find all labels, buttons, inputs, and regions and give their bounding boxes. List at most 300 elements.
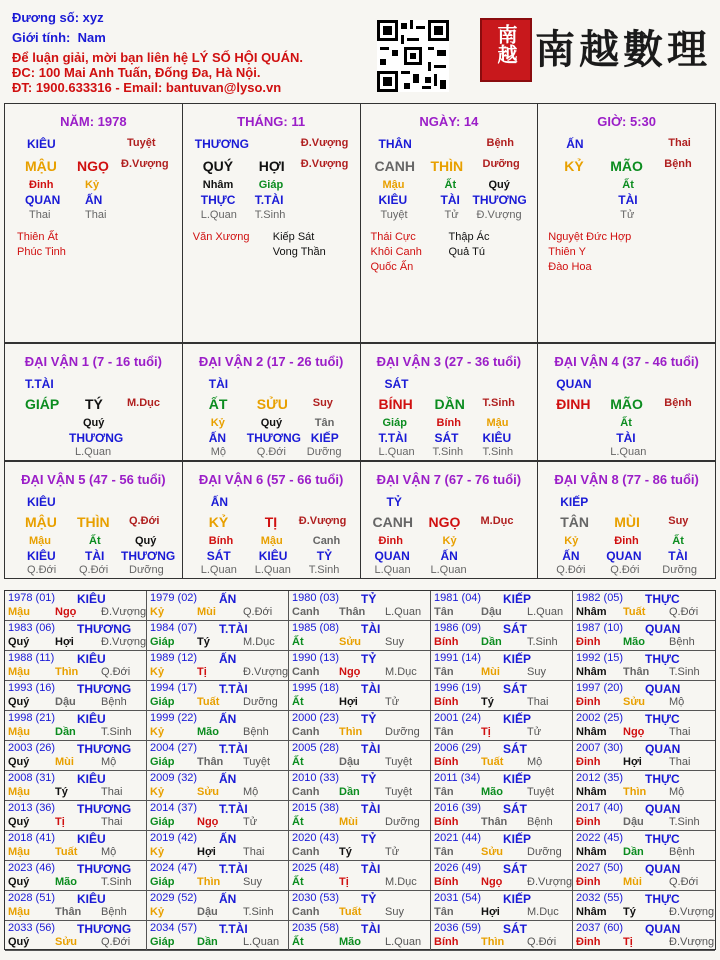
year-can: Nhâm — [576, 606, 607, 618]
year-can: Ất — [292, 876, 304, 888]
year-status: Tuyệt — [243, 756, 271, 768]
year-label: 2030 (53) — [292, 892, 340, 904]
year-chi: Tý — [197, 636, 210, 648]
year-label: 2015 (38) — [292, 802, 340, 814]
year-chi: Tị — [623, 936, 633, 948]
hidden-status: Thai — [29, 209, 51, 221]
hidden-star: QUAN — [25, 193, 61, 207]
year-can: Quý — [8, 756, 30, 768]
year-star: QUAN — [645, 922, 681, 936]
year-cell[interactable] — [289, 681, 431, 711]
year-can: Mậu — [8, 846, 30, 858]
dai-van-chi: MÃO — [610, 396, 643, 412]
dai-van-status: Q.Đới — [129, 515, 160, 527]
year-cell[interactable] — [147, 861, 289, 891]
year-label: 2009 (32) — [150, 772, 198, 784]
hidden-star: THƯƠNG — [246, 431, 301, 445]
year-chi: Mão — [481, 786, 503, 798]
year-status: Tử — [527, 726, 542, 738]
pillar-top-star: THÂN — [378, 137, 412, 151]
year-chi: Tuất — [197, 696, 220, 708]
year-status: Q.Đới — [101, 936, 131, 948]
year-star: ẤN — [219, 592, 237, 606]
year-label: 1995 (18) — [292, 682, 340, 694]
dai-van-title: ĐẠI VẬN 7 (67 - 76 tuổi) — [376, 472, 522, 487]
year-can: Ất — [292, 816, 304, 828]
dai-van-cell[interactable] — [538, 462, 715, 578]
year-cell[interactable] — [5, 891, 147, 921]
year-status: Suy — [243, 876, 262, 888]
hidden-status: Tử — [620, 209, 635, 221]
year-cell[interactable] — [147, 771, 289, 801]
year-cell[interactable] — [573, 591, 715, 621]
year-status: Q.Đới — [527, 936, 557, 948]
pillar-chi-status: Dưỡng — [482, 158, 520, 170]
pillar-chi-status: Đ.Vượng — [300, 158, 349, 170]
hidden-can: Đinh — [378, 535, 403, 547]
year-cell[interactable] — [147, 621, 289, 651]
dai-van-cell[interactable] — [5, 344, 183, 460]
year-chi: Dậu — [55, 696, 76, 708]
dai-van-title: ĐẠI VẬN 8 (77 - 86 tuổi) — [554, 472, 699, 487]
year-cell[interactable] — [431, 831, 573, 861]
year-label: 2034 (57) — [150, 922, 198, 934]
year-can: Bính — [434, 636, 459, 648]
year-chi: Sửu — [481, 846, 504, 858]
year-chi: Hợi — [55, 636, 74, 648]
year-status: Q.Đới — [101, 666, 131, 678]
year-cell[interactable] — [431, 921, 573, 951]
year-cell[interactable] — [289, 861, 431, 891]
year-status: Q.Đới — [669, 876, 699, 888]
year-chi: Dậu — [623, 816, 644, 828]
year-chi: Ngọ — [197, 816, 219, 828]
year-status: Bệnh — [669, 846, 695, 858]
year-can: Kỷ — [150, 606, 165, 618]
year-can: Bính — [434, 816, 459, 828]
dai-van-row-1 — [4, 343, 716, 461]
hidden-can: Đinh — [614, 535, 639, 547]
dai-van-cell[interactable] — [538, 344, 715, 460]
year-cell[interactable] — [573, 741, 715, 771]
year-can: Đinh — [576, 816, 601, 828]
year-can: Tân — [434, 906, 454, 918]
year-cell[interactable] — [573, 861, 715, 891]
year-cell[interactable] — [431, 861, 573, 891]
year-cell[interactable] — [147, 831, 289, 861]
hidden-can: Kỷ — [564, 535, 579, 547]
year-status: Tuyệt — [385, 786, 413, 798]
year-status: Mộ — [101, 756, 117, 768]
year-cell[interactable] — [147, 681, 289, 711]
year-can: Kỷ — [150, 666, 165, 678]
year-can: Mậu — [8, 606, 30, 618]
year-cell[interactable] — [289, 711, 431, 741]
year-star: TÀI — [361, 862, 381, 876]
year-label: 2022 (45) — [576, 832, 624, 844]
year-status: Suy — [385, 906, 404, 918]
year-star: KIẾP — [503, 772, 532, 786]
hidden-can: Giáp — [258, 179, 284, 191]
hidden-can: Canh — [312, 535, 341, 547]
dai-van-can: KỶ — [208, 514, 229, 530]
year-star: THƯƠNG — [77, 622, 132, 636]
hidden-can: Giáp — [382, 417, 407, 429]
dai-van-title: ĐẠI VẬN 4 (37 - 46 tuổi) — [554, 354, 699, 369]
year-star: SÁT — [503, 622, 527, 636]
year-star: THỰC — [645, 652, 680, 666]
year-cell[interactable] — [5, 591, 147, 621]
year-status: Thai — [527, 696, 549, 708]
year-chi: Dần — [55, 726, 76, 738]
year-cell[interactable] — [573, 801, 715, 831]
dai-van-can: MẬU — [25, 514, 57, 530]
year-status: Thai — [669, 756, 691, 768]
year-cell[interactable] — [5, 681, 147, 711]
year-star: T.TÀI — [219, 862, 248, 876]
year-chi: Hợi — [339, 696, 358, 708]
year-label: 2035 (58) — [292, 922, 340, 934]
dai-van-cell[interactable] — [361, 462, 539, 578]
year-status: Dưỡng — [243, 696, 278, 708]
year-star: KIÊU — [77, 892, 106, 906]
year-label: 1993 (16) — [8, 682, 56, 694]
pillar-top-status: Tuyệt — [127, 137, 156, 149]
year-chi: Tị — [339, 876, 349, 888]
year-can: Tân — [434, 846, 454, 858]
year-can: Canh — [292, 846, 320, 858]
year-chi: Thân — [481, 816, 508, 828]
year-label: 2006 (29) — [434, 742, 482, 754]
year-cell[interactable] — [431, 891, 573, 921]
year-chi: Mão — [339, 936, 361, 948]
year-label: 1980 (03) — [292, 592, 340, 604]
year-chi: Hợi — [481, 906, 500, 918]
hidden-star: TÀI — [668, 549, 688, 563]
year-label: 2032 (55) — [576, 892, 624, 904]
year-can: Mậu — [8, 906, 30, 918]
year-cell[interactable] — [289, 831, 431, 861]
year-can: Bính — [434, 876, 459, 888]
hidden-status: Q.Đới — [556, 564, 586, 576]
year-cell[interactable] — [431, 741, 573, 771]
year-can: Canh — [292, 726, 320, 738]
year-chi: Mão — [55, 876, 77, 888]
dai-van-chi: TÝ — [85, 396, 103, 412]
year-status: L.Quan — [243, 936, 280, 948]
hidden-status: L.Quan — [200, 564, 237, 576]
year-chi: Tuất — [339, 906, 362, 918]
pillar-chi-status: Đ.Vượng — [121, 158, 169, 170]
year-cell[interactable] — [147, 591, 289, 621]
year-can: Nhâm — [576, 786, 607, 798]
dai-van-title: ĐẠI VẬN 3 (27 - 36 tuổi) — [376, 354, 522, 369]
year-can: Mậu — [8, 726, 30, 738]
year-cell[interactable] — [431, 591, 573, 621]
dai-van-star: SÁT — [384, 377, 409, 391]
dai-van-chi: DẦN — [434, 396, 465, 412]
year-can: Quý — [8, 816, 30, 828]
shensha-item: Thập Ác — [448, 231, 490, 243]
hidden-can: Mậu — [382, 179, 405, 191]
year-cell[interactable] — [573, 621, 715, 651]
header — [0, 0, 720, 100]
year-star: SÁT — [503, 862, 527, 876]
address-line: ĐC: 100 Mai Anh Tuấn, Đống Đa, Hà Nội. — [12, 65, 261, 80]
year-star: TỶ — [361, 592, 377, 606]
year-cell[interactable] — [431, 681, 573, 711]
year-label: 1987 (10) — [576, 622, 624, 634]
hidden-can: Mậu — [29, 535, 51, 547]
year-cell[interactable] — [431, 621, 573, 651]
year-label: 1981 (04) — [434, 592, 482, 604]
year-label: 1985 (08) — [292, 622, 340, 634]
dai-van-cell[interactable] — [5, 462, 183, 578]
year-cell[interactable] — [5, 621, 147, 651]
year-cell[interactable] — [147, 741, 289, 771]
dai-van-can: BÍNH — [378, 396, 413, 412]
hidden-status: Mộ — [210, 446, 227, 458]
year-star: TỶ — [361, 772, 377, 786]
hidden-can: Tân — [314, 417, 335, 429]
year-cell[interactable] — [573, 831, 715, 861]
pillar-chi: HỢI — [258, 158, 285, 174]
year-cell[interactable] — [573, 651, 715, 681]
year-cell[interactable] — [289, 651, 431, 681]
four-pillars-table — [4, 103, 716, 343]
year-chi: Tuất — [481, 756, 504, 768]
shensha-item: Quốc Ấn — [370, 261, 414, 273]
hidden-can: Ất — [620, 417, 632, 429]
year-status: Thai — [669, 726, 691, 738]
year-status: Đ.Vượng — [669, 906, 715, 918]
hidden-star: T.TÀI — [378, 431, 408, 445]
year-star: THỰC — [645, 892, 680, 906]
hidden-status: L.Quan — [610, 446, 647, 458]
year-status: Đ.Vượng — [243, 666, 289, 678]
year-star: ẤN — [219, 892, 237, 906]
year-cell[interactable] — [573, 711, 715, 741]
year-star: ẤN — [219, 652, 237, 666]
year-cell[interactable] — [431, 801, 573, 831]
year-cell[interactable] — [289, 741, 431, 771]
year-cell[interactable] — [289, 591, 431, 621]
year-status: L.Quan — [385, 936, 422, 948]
year-status: Đ.Vượng — [101, 606, 147, 618]
year-chi: Thìn — [197, 876, 221, 888]
year-status: Đ.Vượng — [101, 636, 147, 648]
year-label: 1984 (07) — [150, 622, 198, 634]
year-chi: Dần — [481, 636, 502, 648]
year-cell[interactable] — [5, 861, 147, 891]
year-star: SÁT — [503, 682, 527, 696]
gender — [12, 30, 106, 45]
dai-van-chi: THÌN — [77, 514, 110, 530]
dai-van-star: QUAN — [556, 377, 592, 391]
year-label: 2029 (52) — [150, 892, 198, 904]
year-cell[interactable] — [289, 921, 431, 951]
hidden-star: THƯƠNG — [69, 431, 124, 445]
year-cell[interactable] — [289, 801, 431, 831]
year-status: Thai — [101, 786, 123, 798]
year-chi: Tý — [339, 846, 352, 858]
year-status: L.Quan — [527, 606, 564, 618]
year-cell[interactable] — [5, 771, 147, 801]
year-cell[interactable] — [147, 711, 289, 741]
year-star: TỶ — [361, 892, 377, 906]
year-label: 2014 (37) — [150, 802, 198, 814]
year-cell[interactable] — [147, 891, 289, 921]
dai-van-can: CANH — [372, 514, 413, 530]
year-cell[interactable] — [147, 921, 289, 951]
year-star: KIẾP — [503, 832, 532, 846]
year-can: Giáp — [150, 636, 175, 648]
year-star: QUAN — [645, 862, 681, 876]
year-chi: Ngọ — [481, 876, 503, 888]
year-star: THỰC — [645, 592, 680, 606]
year-cell[interactable] — [573, 891, 715, 921]
year-cell[interactable] — [5, 921, 147, 951]
year-star: KIÊU — [77, 712, 106, 726]
year-label: 2027 (50) — [576, 862, 624, 874]
year-chi: Sửu — [623, 696, 646, 708]
hidden-status: Đ.Vượng — [476, 209, 522, 221]
hidden-star: ẤN — [85, 193, 103, 207]
year-star: SÁT — [503, 922, 527, 936]
year-chi: Thân — [197, 756, 224, 768]
year-can: Giáp — [150, 756, 175, 768]
phone-email-line[interactable]: ĐT: 1900.633316 - Email: bantuvan@lyso.vn — [12, 80, 282, 95]
year-cell[interactable] — [147, 651, 289, 681]
year-label: 2000 (23) — [292, 712, 340, 724]
year-status: T.Sinh — [101, 726, 132, 738]
year-cell[interactable] — [5, 741, 147, 771]
year-star: KIÊU — [77, 652, 106, 666]
year-label: 2005 (28) — [292, 742, 340, 754]
year-cell[interactable] — [5, 651, 147, 681]
year-label: 1996 (19) — [434, 682, 482, 694]
year-status: Dưỡng — [385, 816, 420, 828]
year-cell[interactable] — [431, 711, 573, 741]
dai-van-star: KIẾP — [560, 495, 589, 509]
year-star: KIÊU — [77, 772, 106, 786]
qr-code-icon[interactable] — [377, 20, 449, 92]
hidden-can: Ất — [444, 179, 457, 191]
year-can: Canh — [292, 606, 320, 618]
year-label: 2002 (25) — [576, 712, 624, 724]
year-star: QUAN — [645, 622, 681, 636]
year-can: Kỷ — [150, 906, 165, 918]
year-cell[interactable] — [5, 831, 147, 861]
year-cell[interactable] — [431, 651, 573, 681]
year-label: 2004 (27) — [150, 742, 198, 754]
year-label: 2013 (36) — [8, 802, 56, 814]
year-label: 2016 (39) — [434, 802, 482, 814]
hidden-status: T.Sinh — [254, 209, 286, 221]
year-can: Nhâm — [576, 726, 607, 738]
dai-van-status: T.Sinh — [482, 397, 515, 409]
pillar-top-status: Thai — [668, 137, 691, 149]
year-cell[interactable] — [289, 891, 431, 921]
year-chi: Thìn — [623, 786, 647, 798]
year-star: QUAN — [645, 682, 681, 696]
year-cell[interactable] — [289, 771, 431, 801]
year-cell[interactable] — [573, 921, 715, 951]
shensha-item: Thái Cực — [370, 231, 416, 243]
year-label: 2023 (46) — [8, 862, 56, 874]
year-chi: Dần — [197, 936, 218, 948]
year-label: 2031 (54) — [434, 892, 482, 904]
dai-van-star: KIÊU — [27, 495, 56, 509]
dai-van-star: TÀI — [208, 377, 229, 391]
year-label: 2028 (51) — [8, 892, 56, 904]
hidden-can: Nhâm — [202, 179, 234, 191]
year-star: THƯƠNG — [77, 802, 132, 816]
hidden-can: Mậu — [486, 417, 509, 429]
year-status: T.Sinh — [527, 636, 558, 648]
year-cell[interactable] — [573, 681, 715, 711]
year-star: THƯƠNG — [77, 742, 132, 756]
pillar-can: MẬU — [25, 158, 57, 174]
year-label: 1992 (15) — [576, 652, 624, 664]
year-can: Đinh — [576, 636, 601, 648]
year-cell[interactable] — [289, 621, 431, 651]
year-chi: Hợi — [197, 846, 216, 858]
dai-van-title: ĐẠI VẬN 2 (17 - 26 tuổi) — [198, 354, 344, 369]
hidden-star: THƯƠNG — [121, 549, 176, 563]
shensha-item: Văn Xương — [192, 231, 250, 243]
year-chi: Thân — [55, 906, 82, 918]
year-chi: Thìn — [339, 726, 363, 738]
year-star: KIẾP — [503, 712, 532, 726]
pillar-top-star: KIÊU — [27, 137, 56, 151]
year-star: TÀI — [361, 802, 381, 816]
year-label: 2019 (42) — [150, 832, 198, 844]
dai-van-can: ẤT — [208, 396, 228, 412]
year-cell[interactable] — [147, 801, 289, 831]
year-label: 1982 (05) — [576, 592, 624, 604]
year-can: Quý — [8, 696, 30, 708]
year-cell[interactable] — [573, 771, 715, 801]
hidden-star: THỰC — [200, 193, 236, 207]
dai-van-cell[interactable] — [183, 462, 361, 578]
dai-van-cell[interactable] — [361, 344, 539, 460]
year-cell[interactable] — [5, 801, 147, 831]
gender-value: Nam — [77, 30, 106, 45]
year-status: M.Dục — [385, 666, 417, 678]
year-can: Ất — [292, 636, 304, 648]
year-cell[interactable] — [431, 771, 573, 801]
year-label: 2007 (30) — [576, 742, 624, 754]
year-can: Đinh — [576, 756, 601, 768]
year-cell[interactable] — [5, 711, 147, 741]
year-can: Quý — [8, 876, 30, 888]
dai-van-cell[interactable] — [183, 344, 361, 460]
hidden-status: L.Quan — [378, 446, 415, 458]
year-chi: Tị — [55, 816, 65, 828]
year-star: SÁT — [503, 802, 527, 816]
year-status: Mộ — [669, 696, 685, 708]
year-status: M.Dục — [527, 906, 559, 918]
hidden-can: Kỷ — [85, 179, 100, 191]
hidden-can: Quý — [83, 417, 105, 429]
hidden-star: SÁT — [434, 431, 459, 445]
shensha-item: Vong Thần — [272, 246, 326, 258]
shensha-item: Phúc Tinh — [17, 246, 66, 258]
year-star: T.TÀI — [219, 922, 248, 936]
year-can: Tân — [434, 726, 454, 738]
year-star: T.TÀI — [219, 682, 248, 696]
